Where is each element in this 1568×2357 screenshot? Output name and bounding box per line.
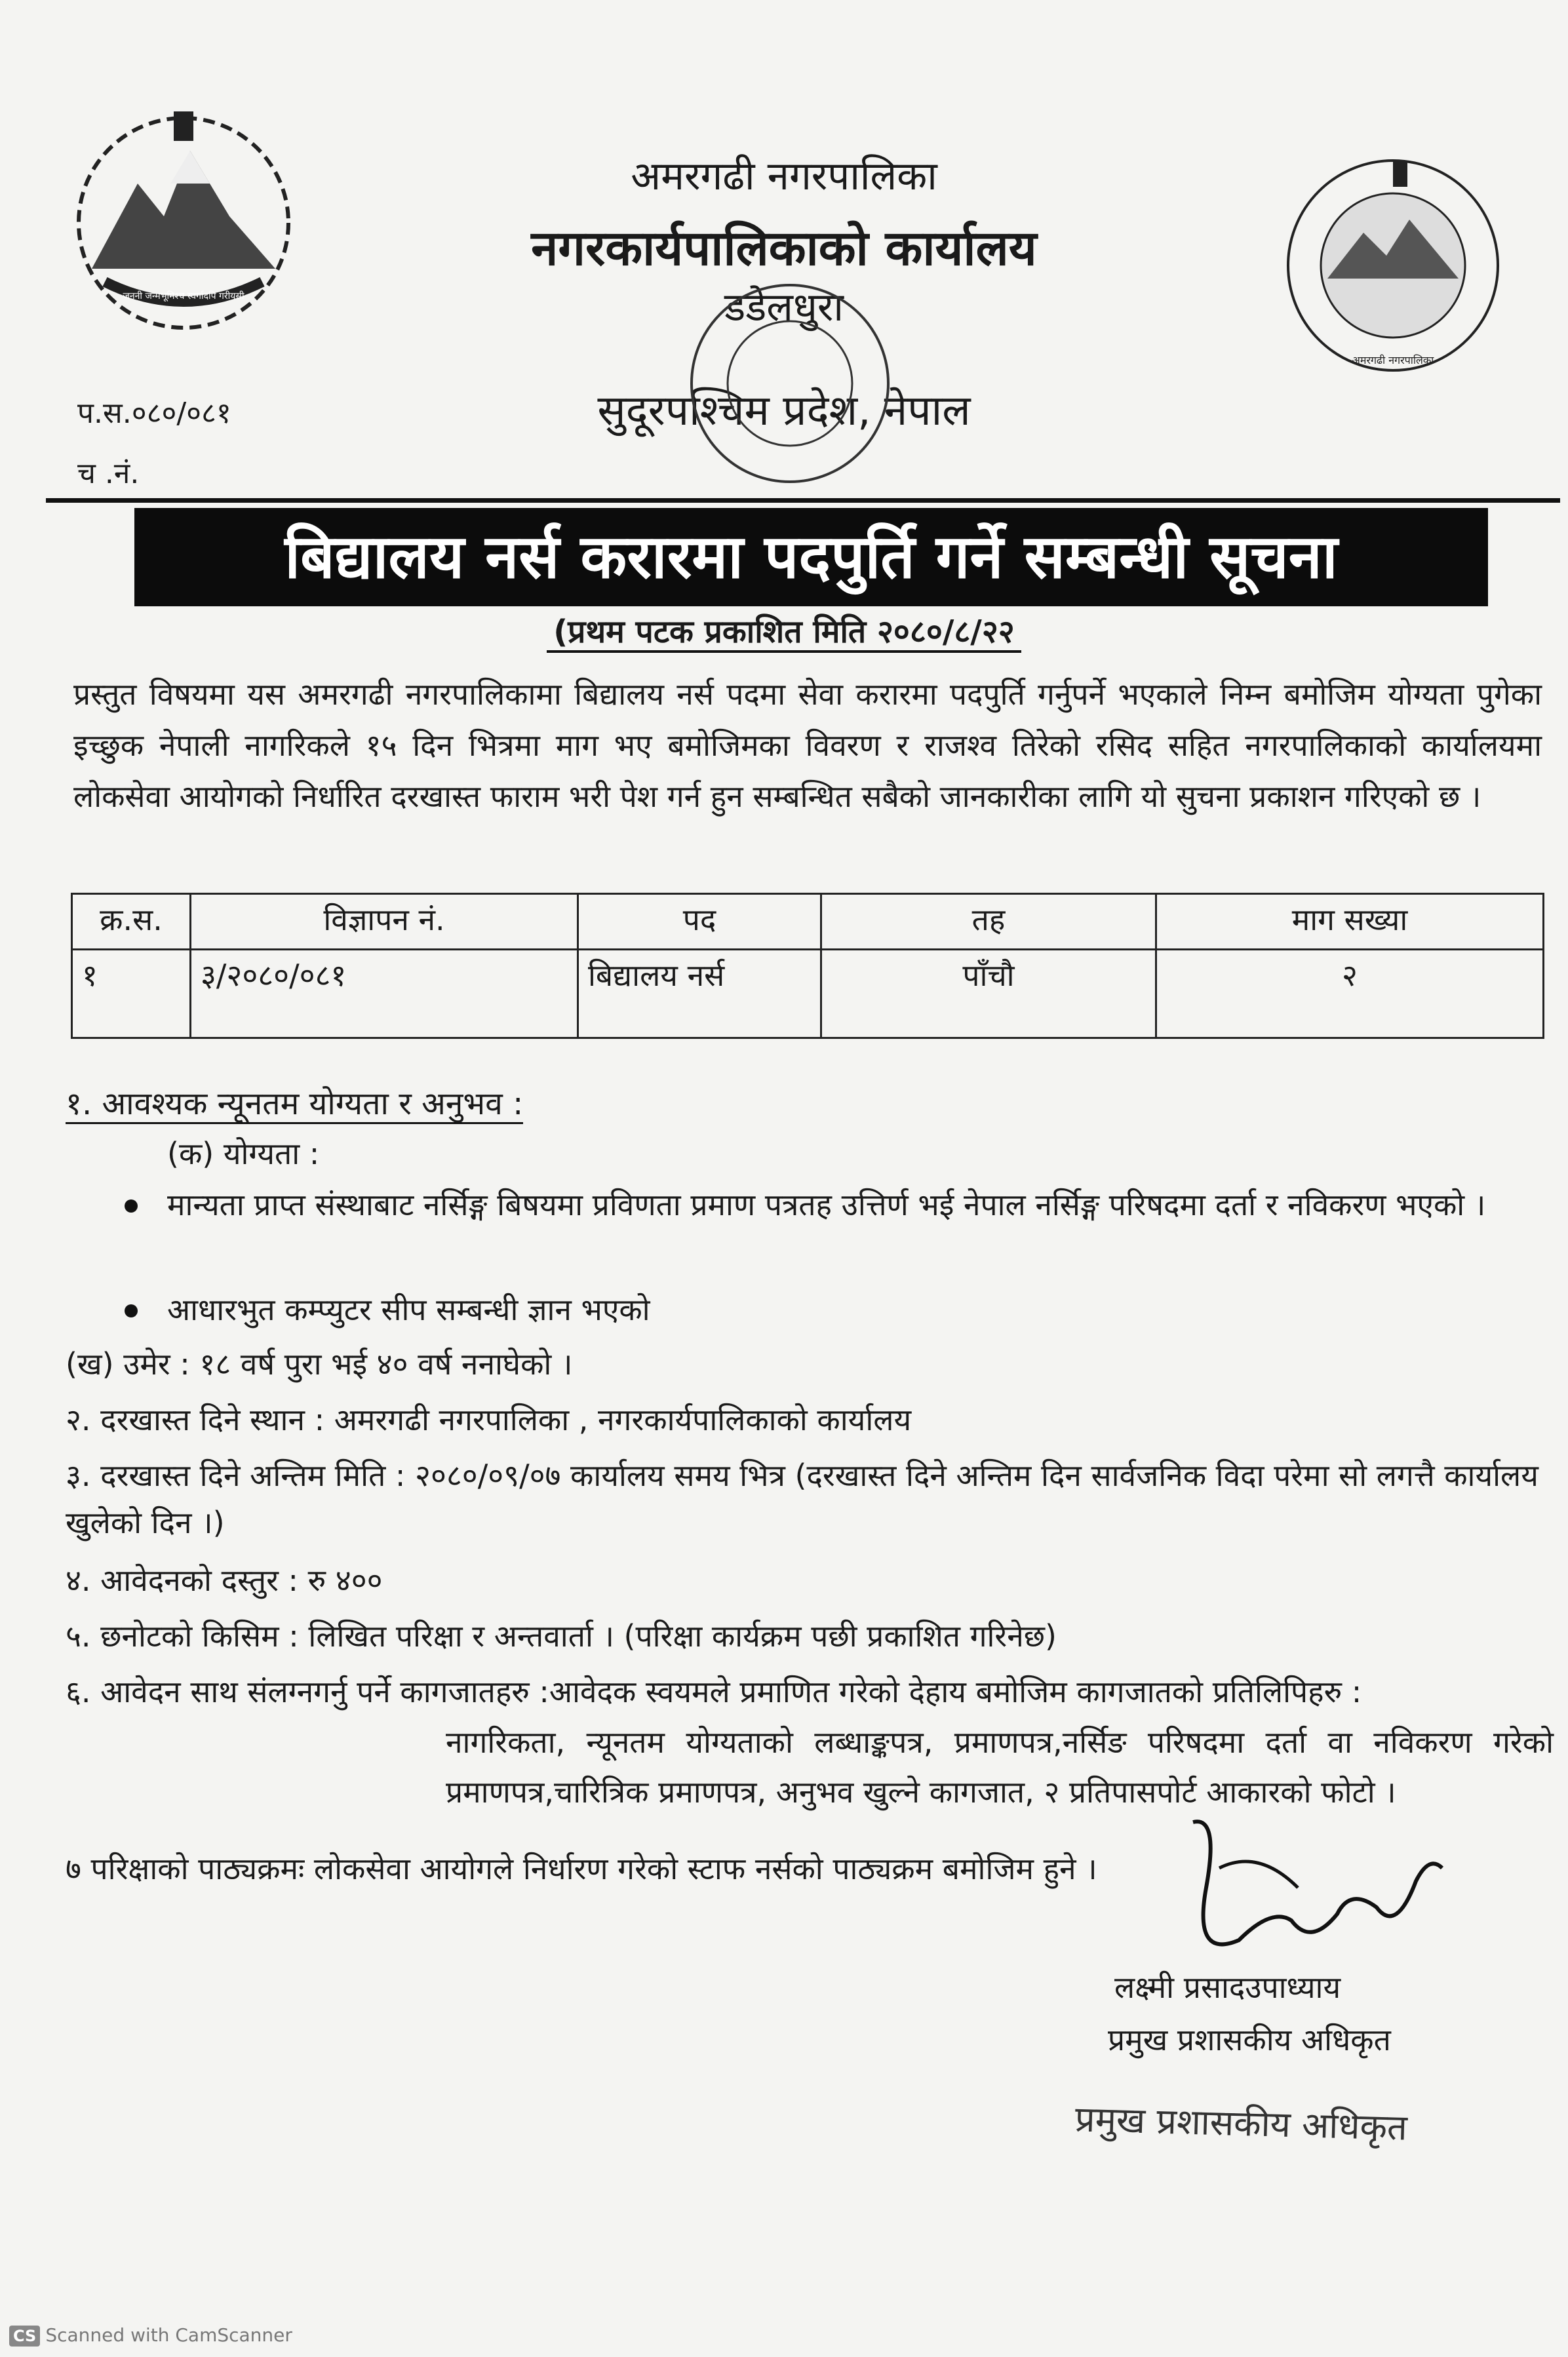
bullet-icon bbox=[125, 1199, 138, 1213]
qualification-label: (क) योग्यता : bbox=[167, 1136, 320, 1171]
scanner-watermark bbox=[9, 2324, 292, 2347]
vacancy-table bbox=[71, 893, 1544, 1039]
application-deadline: ३. दरखास्त दिने अन्तिम मिति : २०८०/०९/०७ कार्यालय समय भित्र (दरखास्त दिने अन्तिम दिन सार्वजनिक विदा परेमा सो लगत्तै कार्यालय खुलेको दिन ।) bbox=[66, 1458, 1539, 1540]
table-row bbox=[72, 950, 1544, 1038]
application-fee: ४. आवेदनको दस्तुर : रु ४०० bbox=[66, 1563, 383, 1598]
age-requirement: (ख) उमेर : १८ वर्ष पुरा भई ४० वर्ष ननाघेको । bbox=[66, 1346, 573, 1382]
publication-date-text: (प्रथम पटक प्रकाशित मिति २०८०/८/२२ bbox=[547, 614, 1021, 653]
required-documents: ६. आवेदन साथ संलग्नगर्नु पर्ने कागजातहरु :आवेदक स्वयमले प्रमाणित गरेको देहाय बमोजिम कागजातको प्रतिलिपिहरु : bbox=[66, 1674, 1362, 1709]
exam-syllabus: ७ परिक्षाको पाठ्यक्रमः लोकसेवा आयोगले निर्धारण गरेको स्टाफ नर्सको पाठ्यक्रम बमोजिम हुने । bbox=[66, 1851, 1097, 1886]
dispatch-number: च .नं. bbox=[77, 457, 140, 490]
section-1-title bbox=[66, 1081, 523, 1124]
table-cell: बिद्यालय नर्स bbox=[578, 950, 821, 1038]
municipality-name: अमरगढी नगरपालिका bbox=[631, 153, 937, 199]
reference-number: प.स.०८०/०८१ bbox=[77, 397, 231, 430]
bullet-icon bbox=[125, 1304, 138, 1317]
qualification-item: आधारभुत कम्प्युटर सीप सम्बन्धी ज्ञान भएको bbox=[167, 1292, 650, 1327]
office-name: नगरकार्यपालिकाको कार्यालय bbox=[531, 220, 1037, 277]
district-name: डडेलधुरा bbox=[724, 284, 844, 330]
intro-paragraph: प्रस्तुत विषयमा यस अमरगढी नगरपालिकामा बिद्यालय नर्स पदमा सेवा करारमा पदपुर्ति गर्नुपर्ने भएकाले निम्न बमोजिम योग्यता पुगेका इच्छुक नेपाली नागरिकले १५ दिन भित्रमा माग भए बमोजिमका विवरण र राजश्व तिरेको रसिद सहित नगरपालिकाको कार्यालयमा लोकसेवा आयोगको निर्धारित दरखास्त फाराम भरी पेश गर्न हुन सम्बन्धित सबैको जानकारीका लागि यो सुचना प्रकाशन गरिएको छ । bbox=[73, 676, 1542, 814]
table-cell: १ bbox=[72, 950, 191, 1038]
divider bbox=[46, 498, 1560, 503]
table-header-row bbox=[72, 894, 1544, 950]
table-cell: २ bbox=[1156, 950, 1544, 1038]
signatory-name: लक्ष्मी प्रसादउपाध्याय bbox=[1114, 1970, 1341, 2005]
officer-stamp: प्रमुख प्रशासकीय अधिकृत bbox=[1074, 2098, 1408, 2149]
section-1-title-text: १. आवश्यक न्यूनतम योग्यता र अनुभव : bbox=[66, 1085, 523, 1124]
notice-title: बिद्यालय नर्स करारमा पदपुर्ति गर्ने सम्बन्धी सूचना bbox=[134, 508, 1488, 606]
signatory-title: प्रमुख प्रशासकीय अधिकृत bbox=[1108, 2022, 1391, 2057]
table-header-cell: क्र.स. bbox=[72, 894, 191, 950]
scanner-text: Scanned with CamScanner bbox=[45, 2324, 292, 2346]
table-header-cell: तह bbox=[821, 894, 1156, 950]
table-header-cell: विज्ञापन नं. bbox=[191, 894, 578, 950]
table-header-cell: पद bbox=[578, 894, 821, 950]
application-place: २. दरखास्त दिने स्थान : अमरगढी नगरपालिका , नगरकार्यपालिकाको कार्यालय bbox=[66, 1402, 912, 1437]
qualification-item: मान्यता प्राप्त संस्थाबाट नर्सिङ्ग बिषयमा प्रविणता प्रमाण पत्रतह उत्तिर्ण भई नेपाल नर्सिङ्ग परिषदमा दर्ता र नविकरण भएको । bbox=[167, 1187, 1486, 1222]
province-name: सुदूरपश्चिम प्रदेश, नेपाल bbox=[597, 387, 971, 435]
selection-method: ५. छनोटको किसिम : लिखित परिक्षा र अन्तवार्ता । (परिक्षा कार्यक्रम पछी प्रकाशित गरिनेछ) bbox=[66, 1618, 1057, 1654]
table-cell: ३/२०८०/०८१ bbox=[191, 950, 578, 1038]
signature-scribble bbox=[1180, 1809, 1455, 1966]
camscanner-icon: CS bbox=[9, 2326, 40, 2347]
logo-caption: अमरगढी नगरपालिका bbox=[1352, 354, 1434, 366]
table-header-cell: माग सख्या bbox=[1156, 894, 1544, 950]
emblem-motto: जननी जन्मभूमिश्च स्वर्गादपि गरीयसी bbox=[123, 291, 245, 302]
documents-list: नागरिकता, न्यूनतम योग्यताको लब्धाङ्कपत्र, प्रमाणपत्र,नर्सिङ परिषदमा दर्ता वा नविकरण गरेको प्रमाणपत्र,चारित्रिक प्रमाणपत्र, अनुभव खुल्ने कागजात, २ प्रतिपासपोर्ट आकारको फोटो । bbox=[446, 1724, 1554, 1810]
table-cell: पाँचौ bbox=[821, 950, 1156, 1038]
office-stamp bbox=[682, 275, 898, 492]
publication-date bbox=[0, 610, 1568, 652]
